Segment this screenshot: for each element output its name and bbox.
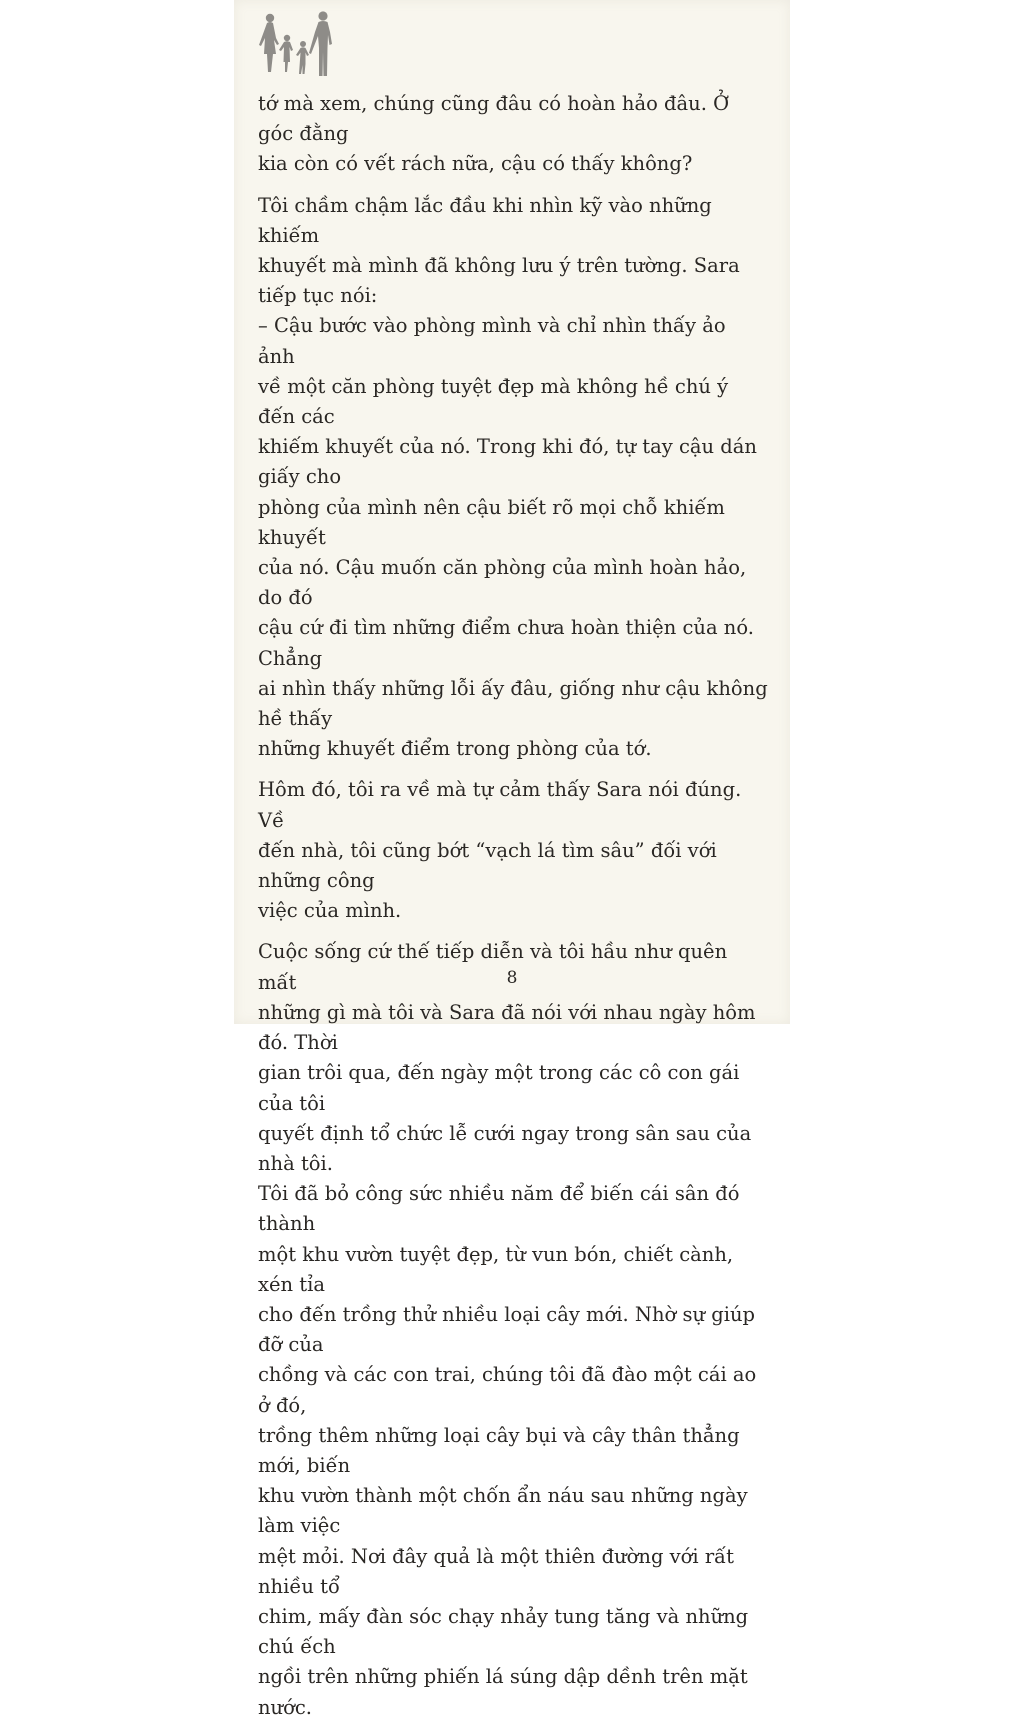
paragraph: Tôi chầm chậm lắc đầu khi nhìn kỹ vào những khiếm khuyết mà mình đã không lưu ý trên tường. Sara tiếp tục nói:: [258, 193, 740, 308]
paragraph: Hôm đó, tôi ra về mà tự cảm thấy Sara nói đúng. Về đến nhà, tôi cũng bớt “vạch lá tìm sâu” đối với những công việc của mình.: [258, 778, 742, 923]
page-number: 8: [506, 968, 518, 988]
family-silhouette-icon: [256, 10, 348, 82]
paragraph: Cuộc sống cứ thế tiếp diễn và tôi hầu như quên mất những gì mà tôi và Sara đã nói với nhau ngày hôm đó. Thời gian trôi qua, đến ngày một trong các cô con gái của tôi quyết định tổ chức lễ cưới ngay trong sân sau của nhà tôi. Tôi đã bỏ công sức nhiều năm để biến cái sân đó thành một khu vườn tuyệt đẹp, từ vun bón, chiết cành, xén tỉa cho đến trồng thử nhiều loại cây mới. Nhờ sự giúp đỡ của chồng và các con trai, chúng tôi đã đào một cái ao ở đó, trồng thêm những loại cây bụi và cây thân thẳng mới, biến khu vườn thành một chốn ẩn náu sau những ngày làm việc mệt mỏi. Nơi đây quả là một thiên đường với rất nhiều tổ chim, mấy đàn sóc chạy nhảy tung tăng và những chú ếch ngồi trên những phiến lá súng dập dềnh trên mặt nước.: [258, 940, 757, 1719]
book-page: [234, 0, 790, 1719]
paragraph: tớ mà xem, chúng cũng đâu có hoàn hảo đâu. Ở góc đằng kia còn có vết rách nữa, cậu có thấy không?: [258, 92, 730, 176]
paragraph: – Cậu bước vào phòng mình và chỉ nhìn thấy ảo ảnh về một căn phòng tuyệt đẹp mà không hề chú ý đến các khiếm khuyết của nó. Trong khi đó, tự tay cậu dán giấy cho phòng của mình nên cậu biết rõ mọi chỗ khiếm khuyết của nó. Cậu muốn căn phòng của mình hoàn hảo, do đó cậu cứ đi tìm những điểm chưa hoàn thiện của nó. Chẳng ai nhìn thấy những lỗi ấy đâu, giống như cậu không hề thấy những khuyết điểm trong phòng của tớ.: [258, 314, 768, 761]
body-text: [258, 89, 768, 1723]
